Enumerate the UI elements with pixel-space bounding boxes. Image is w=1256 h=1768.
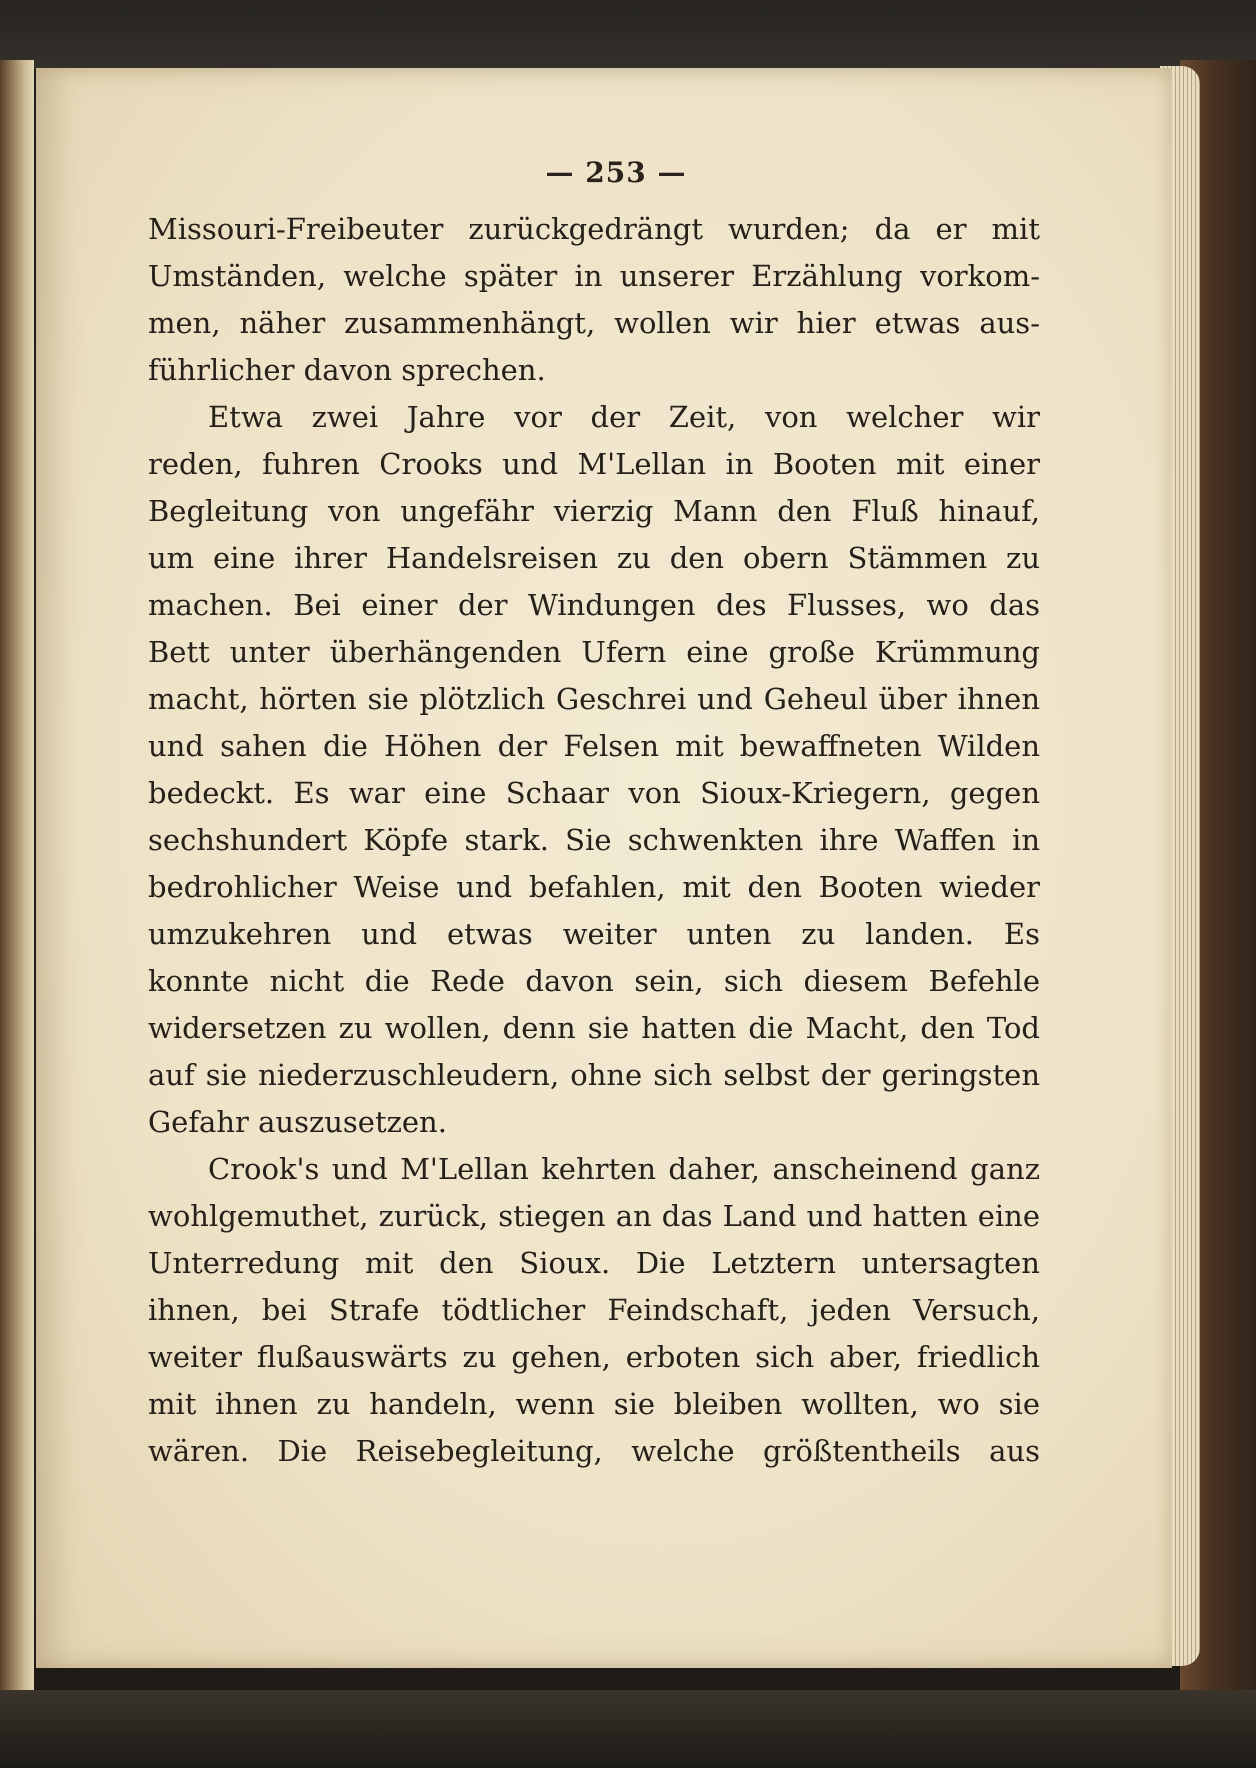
text-line: Gefahr auszusetzen.: [148, 1105, 447, 1139]
text-line: reden, fuhren Crooks und M'Lellan in Booten mit einer: [148, 447, 1040, 481]
book-page: [36, 68, 1172, 1668]
text-line: Etwa zwei Jahre vor der Zeit, von welcher wir: [208, 400, 1040, 434]
text-line: bedeckt. Es war eine Schaar von Sioux-Kriegern, gegen: [148, 776, 1040, 810]
text-line: wohlgemuthet, zurück, stiegen an das Land und hatten eine: [148, 1199, 1040, 1233]
text-line: Begleitung von ungefähr vierzig Mann den Fluß hinauf,: [148, 494, 1040, 528]
page-number: — 253 —: [545, 156, 687, 189]
text-line: mit ihnen zu handeln, wenn sie bleiben wollten, wo sie: [148, 1387, 1040, 1421]
text-line: Missouri-Freibeuter zurückgedrängt wurden; da er mit: [148, 212, 1040, 246]
text-line: ihnen, bei Strafe tödtlicher Feindschaft, jeden Versuch,: [148, 1293, 1040, 1327]
binding-left: [0, 60, 34, 1700]
text-block: [148, 206, 1040, 1475]
text-line: führlicher davon sprechen.: [148, 353, 546, 387]
text-line: bedrohlicher Weise und befahlen, mit den Booten wieder: [148, 870, 1040, 904]
text-line: machen. Bei einer der Windungen des Flusses, wo das: [148, 588, 1040, 622]
text-line: macht, hörten sie plötzlich Geschrei und Geheul über ihnen: [148, 682, 1040, 716]
text-line: und sahen die Höhen der Felsen mit bewaffneten Wilden: [148, 729, 1040, 763]
text-line: sechshundert Köpfe stark. Sie schwenkten ihre Waffen in: [148, 823, 1040, 857]
text-line: um eine ihrer Handelsreisen zu den obern Stämmen zu: [148, 541, 1040, 575]
book-cover-top: [0, 0, 1256, 70]
book-cover-bottom: [0, 1690, 1256, 1768]
text-line: auf sie niederzuschleudern, ohne sich selbst der geringsten: [148, 1058, 1040, 1092]
text-line: umzukehren und etwas weiter unten zu landen. Es: [148, 917, 1040, 951]
text-line: Bett unter überhängenden Ufern eine große Krümmung: [148, 635, 1040, 669]
text-line: men, näher zusammenhängt, wollen wir hier etwas aus-: [148, 306, 1040, 340]
text-line: Unterredung mit den Sioux. Die Letztern untersagten: [148, 1246, 1040, 1280]
text-line: konnte nicht die Rede davon sein, sich diesem Befehle: [148, 964, 1040, 998]
text-line: Crook's und M'Lellan kehrten daher, anscheinend ganz: [208, 1152, 1040, 1186]
text-line: widersetzen zu wollen, denn sie hatten die Macht, den Tod: [148, 1011, 1040, 1045]
text-line: weiter flußauswärts zu gehen, erboten sich aber, friedlich: [148, 1340, 1040, 1374]
text-line: Umständen, welche später in unserer Erzählung vorkom-: [148, 259, 1040, 293]
text-line: wären. Die Reisebegleitung, welche größtentheils aus: [148, 1434, 1040, 1468]
